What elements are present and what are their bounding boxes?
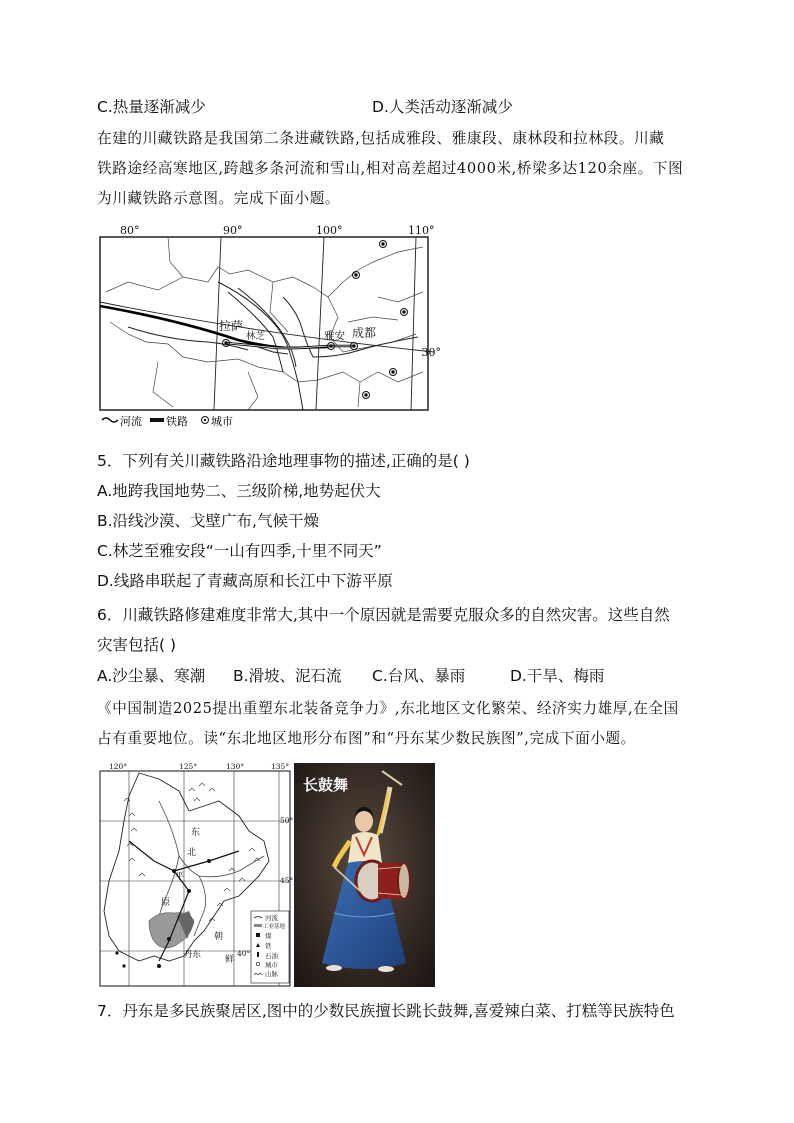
svg-text:城市: 城市 — [265, 961, 278, 969]
svg-text:135°: 135° — [271, 762, 290, 771]
lon-label-100: 100° — [316, 224, 343, 237]
intro1-line3: 为川藏铁路示意图。完成下面小题。 — [97, 190, 341, 207]
svg-text:朝: 朝 — [214, 932, 224, 942]
q6-stem-line1: 6．川藏铁路修建难度非常大,其中一个原因就是需要克服众多的自然灾害。这些自然 — [97, 606, 670, 624]
intro1-line1: 在建的川藏铁路是我国第二条进藏铁路,包括成雅段、雅康段、康林段和拉林段。川藏 — [97, 130, 665, 147]
q5-option-b: B.沿线沙漠、戈壁广布,气候干燥 — [97, 512, 319, 530]
svg-text:东: 东 — [191, 828, 201, 838]
svg-text:50°: 50° — [280, 816, 294, 825]
long-drum-dance-photo — [294, 763, 435, 987]
svg-text:城市: 城市 — [211, 415, 233, 428]
river-legend-icon — [102, 418, 118, 422]
intro2-line1: 《中国制造2025提出重塑东北装备竞争力》,东北地区文化繁荣、经济实力雄厚,在全国 — [97, 700, 679, 717]
svg-text:煤: 煤 — [265, 932, 272, 940]
northeast-terrain-map — [99, 761, 292, 987]
city-lhasa: 拉萨 — [219, 319, 244, 333]
svg-text:河流: 河流 — [120, 415, 142, 428]
q6-option-a: A.沙尘暴、寒潮 — [97, 667, 206, 685]
q6-stem-line2: 灾害包括( ) — [97, 636, 177, 654]
q7-stem: 7．丹东是多民族聚居区,图中的少数民族擅长跳长鼓舞,喜爱辣白菜、打糕等民族特色 — [97, 1002, 675, 1020]
svg-text:鲜: 鲜 — [225, 955, 235, 965]
intro2-line2: 占有重要地位。读“东北地区地形分布图”和“丹东某少数民族图”,完成下面小题。 — [97, 730, 636, 747]
svg-text:平: 平 — [175, 872, 185, 882]
sichuan-tibet-railway-map — [98, 222, 441, 428]
city-nyingchi: 林芝 — [246, 331, 266, 342]
q4-option-c: C.热量逐渐减少 — [97, 98, 206, 116]
svg-text:工业基地: 工业基地 — [263, 924, 286, 930]
svg-text:铁: 铁 — [265, 942, 272, 950]
q6-option-b: B.滑坡、泥石流 — [233, 667, 342, 685]
city-yaan: 雅安 — [324, 330, 345, 342]
q5-option-c: C.林芝至雅安段“一山有四季,十里不同天” — [97, 542, 382, 560]
lon-label-80: 80° — [120, 224, 140, 237]
svg-text:丹东: 丹东 — [184, 950, 202, 960]
q4-option-d: D.人类活动逐渐减少 — [372, 98, 513, 116]
svg-text:原: 原 — [161, 898, 171, 908]
lon-label-90: 90° — [223, 224, 243, 237]
q5-option-d: D.线路串联起了青藏高原和长江中下游平原 — [97, 572, 393, 590]
map1-legend — [102, 414, 233, 428]
q5-option-a: A.地跨我国地势二、三级阶梯,地势起伏大 — [97, 482, 381, 500]
svg-text:石油: 石油 — [265, 952, 278, 960]
svg-text:40°: 40° — [237, 949, 251, 958]
svg-text:铁路: 铁路 — [166, 415, 188, 428]
railway-legend-icon — [150, 418, 164, 422]
svg-text:河流: 河流 — [265, 914, 278, 922]
city-chengdu: 成都 — [352, 326, 377, 340]
svg-text:120°: 120° — [109, 762, 128, 771]
photo-caption: 长鼓舞 — [303, 776, 349, 794]
lon-label-110: 110° — [408, 224, 435, 237]
svg-text:45°: 45° — [280, 876, 294, 885]
svg-text:125°: 125° — [179, 762, 198, 771]
q5-stem: 5．下列有关川藏铁路沿途地理事物的描述,正确的是( ) — [97, 452, 470, 470]
q6-option-d: D.干旱、梅雨 — [510, 667, 605, 685]
q6-option-c: C.台风、暴雨 — [372, 667, 466, 685]
svg-text:130°: 130° — [226, 762, 245, 771]
svg-text:山脉: 山脉 — [265, 970, 278, 978]
lat-label-30: 30° — [421, 346, 441, 359]
svg-text:北: 北 — [187, 848, 197, 858]
intro1-line2: 铁路途经高寒地区,跨越多条河流和雪山,相对高差超过4000米,桥梁多达120余座。下图 — [97, 160, 684, 177]
map2-legend — [251, 911, 289, 983]
